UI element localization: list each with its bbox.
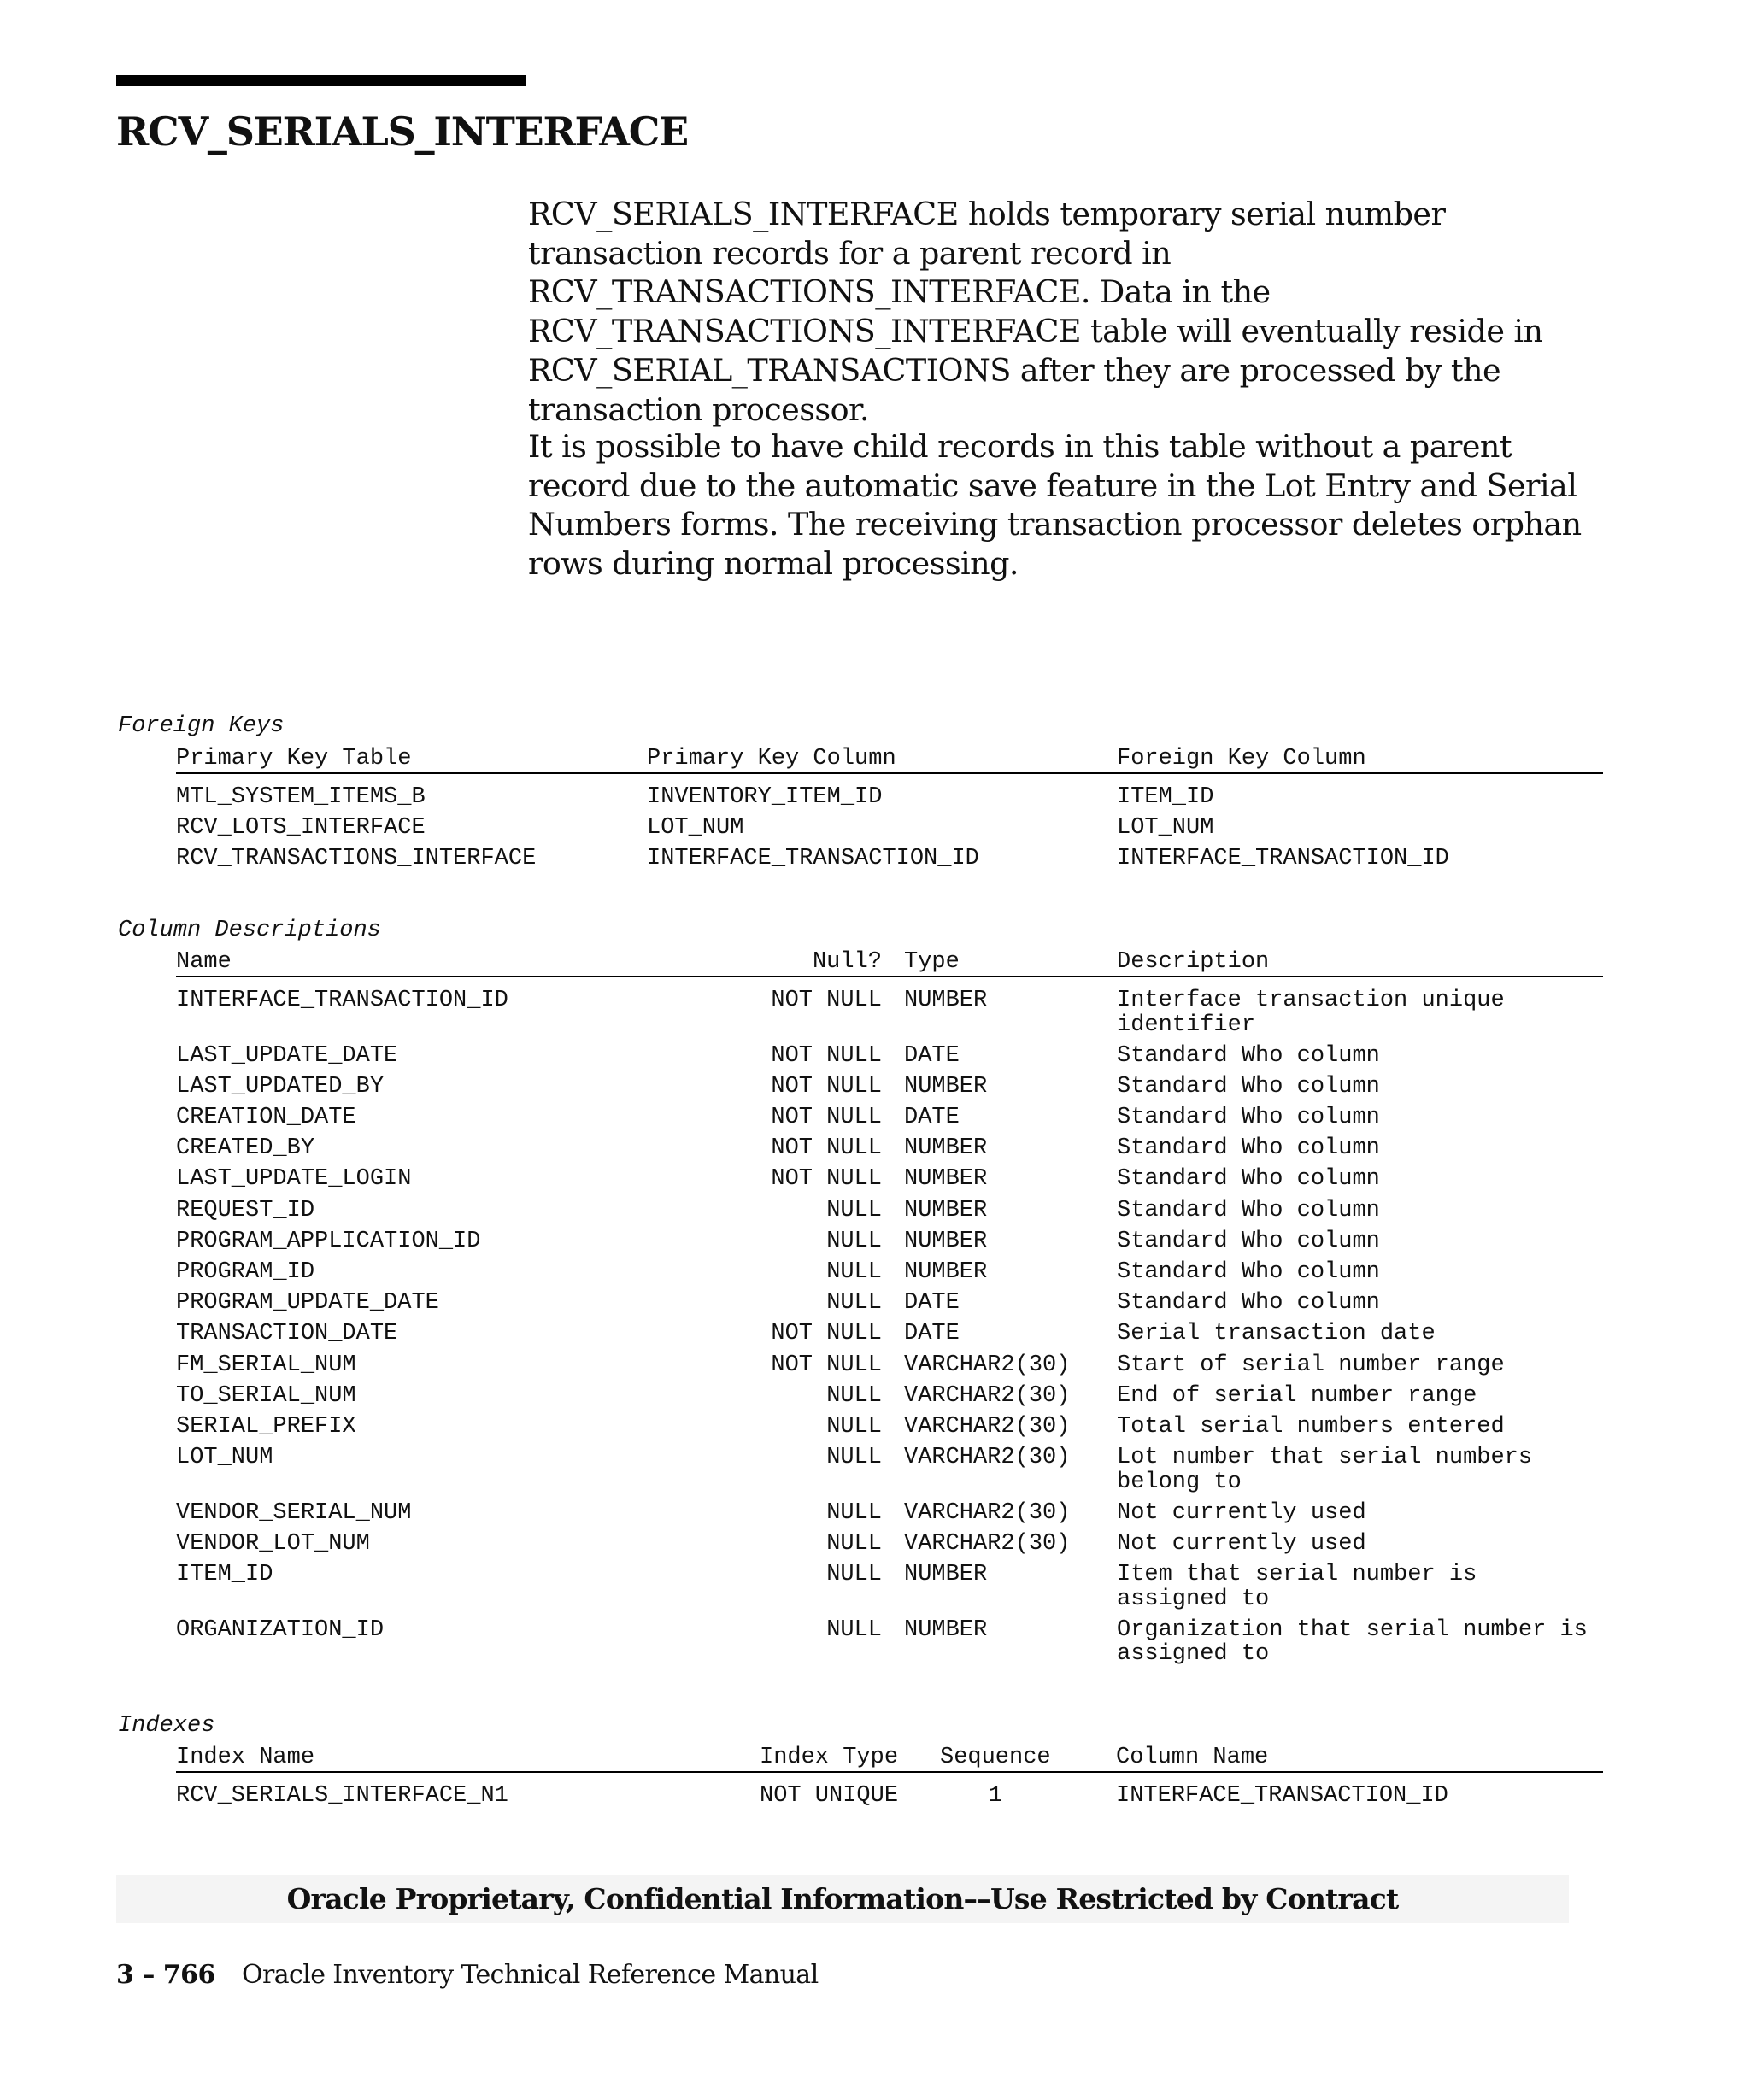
- column-type: VARCHAR2(30): [904, 1352, 1071, 1378]
- column-null: NULL: [826, 1616, 882, 1643]
- column-type: VARCHAR2(30): [904, 1445, 1071, 1471]
- manual-title: Oracle Inventory Technical Reference Manual: [242, 1960, 819, 1990]
- index-column-name: INTERFACE_TRANSACTION_ID: [1116, 1783, 1448, 1809]
- column-name: TO_SERIAL_NUM: [176, 1382, 356, 1409]
- column-description: Not currently used: [1117, 1530, 1366, 1557]
- column-null: NULL: [826, 1499, 882, 1526]
- column-null: NULL: [826, 1228, 882, 1254]
- column-description: Interface transaction unique identifier: [1117, 988, 1505, 1038]
- column-type: NUMBER: [904, 1228, 988, 1254]
- column-null: NOT NULL: [771, 1352, 882, 1378]
- col-header-type: Type: [904, 949, 960, 975]
- column-null: NULL: [826, 1445, 882, 1471]
- fk-cell: ITEM_ID: [1117, 784, 1214, 810]
- description-paragraph-1: RCV_SERIALS_INTERFACE holds temporary serial number transaction records for a parent record in RCV_TRANSACTIONS_INTERFACE. Data in the RCV_TRANSACTIONS_INTERFACE table will eventually reside in RCV_SERIAL_TRANSACTIONS after they are processed by the transaction processor.: [528, 196, 1543, 428]
- column-description: Organization that serial number is assigned to: [1117, 1616, 1588, 1668]
- fk-header-primary-key-table: Primary Key Table: [176, 746, 412, 771]
- column-description: Total serial numbers entered: [1117, 1413, 1505, 1440]
- column-description: Standard Who column: [1117, 1290, 1380, 1317]
- fk-header-foreign-key-column: Foreign Key Column: [1117, 746, 1366, 771]
- fk-header-primary-key-column: Primary Key Column: [647, 746, 896, 771]
- column-description: Item that serial number is assigned to: [1117, 1562, 1477, 1612]
- column-null: NOT NULL: [771, 1073, 882, 1100]
- column-name: PROGRAM_APPLICATION_ID: [176, 1228, 481, 1254]
- fk-cell: INVENTORY_ITEM_ID: [647, 784, 883, 810]
- column-null: NULL: [826, 1413, 882, 1440]
- column-name: PROGRAM_UPDATE_DATE: [176, 1290, 439, 1317]
- foreign-keys-label: Foreign Keys: [118, 713, 285, 739]
- column-name: LAST_UPDATE_DATE: [176, 1042, 398, 1069]
- column-null: NOT NULL: [771, 1135, 882, 1162]
- column-name: LAST_UPDATE_LOGIN: [176, 1166, 412, 1193]
- column-type: NUMBER: [904, 1166, 988, 1193]
- fk-cell: INTERFACE_TRANSACTION_ID: [647, 846, 979, 871]
- column-name: TRANSACTION_DATE: [176, 1321, 398, 1347]
- fk-cell: LOT_NUM: [1117, 815, 1214, 841]
- column-null: NULL: [826, 1197, 882, 1223]
- column-type: NUMBER: [904, 1562, 988, 1587]
- column-null: NULL: [826, 1258, 882, 1285]
- page-title: RCV_SERIALS_INTERFACE: [116, 109, 689, 155]
- column-type: DATE: [904, 1042, 960, 1069]
- column-null: NOT NULL: [771, 1104, 882, 1130]
- column-description: Serial transaction date: [1117, 1321, 1436, 1347]
- column-type: DATE: [904, 1104, 960, 1130]
- column-null: NOT NULL: [771, 1166, 882, 1193]
- column-descriptions-label: Column Descriptions: [118, 918, 381, 943]
- fk-header-rule: [176, 772, 1603, 774]
- column-name: ORGANIZATION_ID: [176, 1616, 385, 1643]
- description-paragraph-2: It is possible to have child records in this table without a parent record due to the automatic save feature in the Lot Entry and Serial Numbers forms. The receiving transaction processor deletes orphan rows during normal processing.: [528, 428, 1582, 583]
- idx-header-index-name: Index Name: [176, 1745, 315, 1770]
- index-name: RCV_SERIALS_INTERFACE_N1: [176, 1783, 508, 1809]
- fk-cell: LOT_NUM: [647, 815, 744, 841]
- column-name: SERIAL_PREFIX: [176, 1413, 356, 1440]
- column-type: DATE: [904, 1290, 960, 1317]
- column-null: NULL: [826, 1290, 882, 1317]
- column-null: NULL: [826, 1530, 882, 1557]
- column-name: CREATED_BY: [176, 1135, 315, 1162]
- column-description: Standard Who column: [1117, 1104, 1380, 1130]
- col-header-rule: [176, 976, 1603, 977]
- column-type: NUMBER: [904, 1616, 988, 1643]
- idx-header-sequence: Sequence: [940, 1745, 1051, 1770]
- column-null: NOT NULL: [771, 1042, 882, 1069]
- column-name: INTERFACE_TRANSACTION_ID: [176, 988, 508, 1013]
- title-rule: [116, 75, 526, 86]
- idx-header-rule: [176, 1771, 1603, 1773]
- column-name: CREATION_DATE: [176, 1104, 356, 1130]
- fk-cell: RCV_LOTS_INTERFACE: [176, 815, 426, 841]
- column-description: End of serial number range: [1117, 1382, 1477, 1409]
- page-number: 3 – 766: [116, 1960, 215, 1990]
- column-name: LOT_NUM: [176, 1445, 273, 1471]
- column-name: VENDOR_LOT_NUM: [176, 1530, 370, 1557]
- column-type: VARCHAR2(30): [904, 1413, 1071, 1440]
- column-description: Lot number that serial numbers belong to: [1117, 1445, 1533, 1495]
- column-name: REQUEST_ID: [176, 1197, 315, 1223]
- column-description: Standard Who column: [1117, 1258, 1380, 1285]
- fk-cell: INTERFACE_TRANSACTION_ID: [1117, 846, 1449, 871]
- column-description: Standard Who column: [1117, 1073, 1380, 1100]
- index-type: NOT UNIQUE: [760, 1783, 899, 1809]
- column-type: NUMBER: [904, 1135, 988, 1162]
- column-description: Standard Who column: [1117, 1166, 1380, 1193]
- column-type: VARCHAR2(30): [904, 1382, 1071, 1409]
- column-type: VARCHAR2(30): [904, 1499, 1071, 1526]
- column-type: NUMBER: [904, 988, 988, 1013]
- idx-header-index-type: Index Type: [760, 1745, 899, 1770]
- column-name: LAST_UPDATED_BY: [176, 1073, 385, 1100]
- col-header-null: Null?: [812, 949, 882, 975]
- column-type: DATE: [904, 1321, 960, 1347]
- column-name: FM_SERIAL_NUM: [176, 1352, 356, 1378]
- column-description: Start of serial number range: [1117, 1352, 1505, 1378]
- column-name: ITEM_ID: [176, 1562, 273, 1587]
- col-header-name: Name: [176, 949, 232, 975]
- column-description: Standard Who column: [1117, 1135, 1380, 1162]
- column-type: VARCHAR2(30): [904, 1530, 1071, 1557]
- column-name: PROGRAM_ID: [176, 1258, 315, 1285]
- column-description: Standard Who column: [1117, 1042, 1380, 1069]
- column-description: Standard Who column: [1117, 1197, 1380, 1223]
- column-null: NULL: [826, 1382, 882, 1409]
- index-sequence: 1: [988, 1783, 1003, 1809]
- column-null: NOT NULL: [771, 988, 882, 1013]
- column-description: Standard Who column: [1117, 1228, 1380, 1254]
- idx-header-column-name: Column Name: [1116, 1745, 1269, 1770]
- column-type: NUMBER: [904, 1258, 988, 1285]
- column-name: VENDOR_SERIAL_NUM: [176, 1499, 412, 1526]
- fk-cell: MTL_SYSTEM_ITEMS_B: [176, 784, 426, 810]
- column-type: NUMBER: [904, 1197, 988, 1223]
- confidential-notice: Oracle Proprietary, Confidential Information––Use Restricted by Contract: [286, 1882, 1399, 1915]
- column-type: NUMBER: [904, 1073, 988, 1100]
- column-null: NOT NULL: [771, 1321, 882, 1347]
- fk-cell: RCV_TRANSACTIONS_INTERFACE: [176, 846, 537, 871]
- column-null: NULL: [826, 1562, 882, 1587]
- column-description: Not currently used: [1117, 1499, 1366, 1526]
- indexes-label: Indexes: [118, 1713, 215, 1739]
- col-header-description: Description: [1117, 949, 1270, 975]
